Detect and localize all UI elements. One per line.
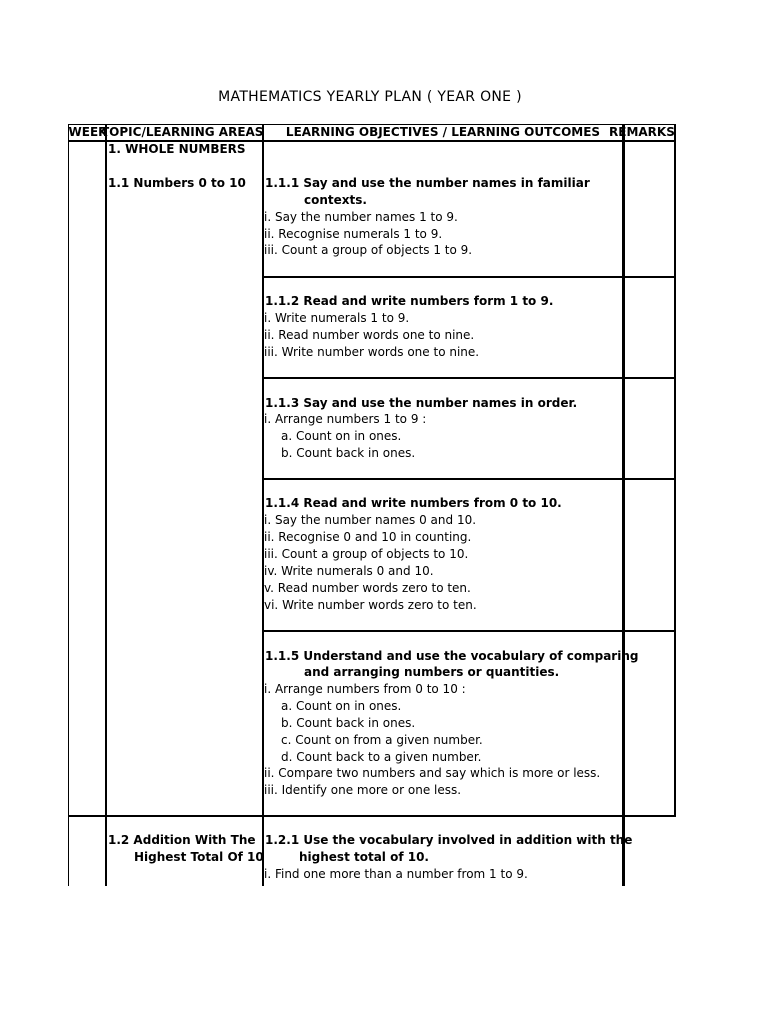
- row-divider: [262, 478, 676, 480]
- row-divider: [68, 815, 676, 817]
- column-divider-left: [68, 124, 69, 886]
- objective-1-1-5-heading-cont: and arranging numbers or quantities.: [304, 665, 560, 679]
- outcome-subitem: b. Count back in ones.: [281, 716, 416, 730]
- outcome-item: ii. Recognise numerals 1 to 9.: [264, 227, 443, 241]
- outcome-item: iii. Count a group of objects 1 to 9.: [264, 243, 473, 257]
- row-divider: [262, 276, 676, 278]
- objective-1-1-2-heading: 1.1.2 Read and write numbers form 1 to 9.: [265, 294, 554, 308]
- outcome-item: i. Arrange numbers from 0 to 10 :: [264, 682, 466, 696]
- page-title: MATHEMATICS YEARLY PLAN ( YEAR ONE ): [218, 89, 522, 105]
- outcome-subitem: a. Count on in ones.: [281, 699, 402, 713]
- outcome-subitem: a. Count on in ones.: [281, 429, 402, 443]
- outcome-subitem: d. Count back to a given number.: [281, 750, 482, 764]
- outcome-subitem: c. Count on from a given number.: [281, 733, 483, 747]
- topic-main: 1. WHOLE NUMBERS: [108, 142, 246, 156]
- objective-1-2-1-heading: 1.2.1 Use the vocabulary involved in addition with the: [265, 833, 633, 847]
- objective-1-1-1-heading: 1.1.1 Say and use the number names in familiar: [265, 176, 590, 190]
- outcome-item: i. Write numerals 1 to 9.: [264, 311, 410, 325]
- outcome-item: i. Say the number names 0 and 10.: [264, 513, 477, 527]
- outcome-item: i. Say the number names 1 to 9.: [264, 210, 458, 224]
- header-week: WEEK: [68, 125, 108, 139]
- column-divider-right: [674, 124, 676, 817]
- outcome-item: v. Read number words zero to ten.: [264, 581, 471, 595]
- row-divider: [262, 630, 676, 632]
- outcome-item: i. Arrange numbers 1 to 9 :: [264, 412, 427, 426]
- objective-1-2-1-heading-cont: highest total of 10.: [299, 850, 429, 864]
- outcome-item: iii. Count a group of objects to 10.: [264, 547, 469, 561]
- header-topic: TOPIC/LEARNING AREAS: [101, 125, 264, 139]
- header-remarks: REMARKS: [609, 125, 675, 139]
- topic-sub-addition-line1: 1.2 Addition With The: [108, 833, 256, 847]
- outcome-item: ii. Recognise 0 and 10 in counting.: [264, 530, 472, 544]
- objective-1-1-4-heading: 1.1.4 Read and write numbers from 0 to 10.: [265, 496, 562, 510]
- outcome-item: vi. Write number words zero to ten.: [264, 598, 477, 612]
- outcome-item: ii. Read number words one to nine.: [264, 328, 475, 342]
- topic-sub-numbers: 1.1 Numbers 0 to 10: [108, 176, 246, 190]
- objective-1-1-1-heading-cont: contexts.: [304, 193, 367, 207]
- objective-1-1-5-heading: 1.1.5 Understand and use the vocabulary of comparing: [265, 649, 639, 663]
- outcome-item: iii. Write number words one to nine.: [264, 345, 480, 359]
- outcome-subitem: b. Count back in ones.: [281, 446, 416, 460]
- column-divider-week: [105, 124, 107, 886]
- outcome-item: ii. Compare two numbers and say which is more or less.: [264, 766, 601, 780]
- header-objectives: LEARNING OBJECTIVES / LEARNING OUTCOMES: [285, 125, 601, 139]
- column-divider-objectives: [622, 124, 625, 886]
- outcome-item: i. Find one more than a number from 1 to 9.: [264, 867, 528, 881]
- objective-1-1-3-heading: 1.1.3 Say and use the number names in order.: [265, 396, 578, 410]
- row-divider: [262, 377, 676, 379]
- topic-sub-addition-line2: Highest Total Of 10: [134, 850, 264, 864]
- outcome-item: iv. Write numerals 0 and 10.: [264, 564, 434, 578]
- outcome-item: iii. Identify one more or one less.: [264, 783, 462, 797]
